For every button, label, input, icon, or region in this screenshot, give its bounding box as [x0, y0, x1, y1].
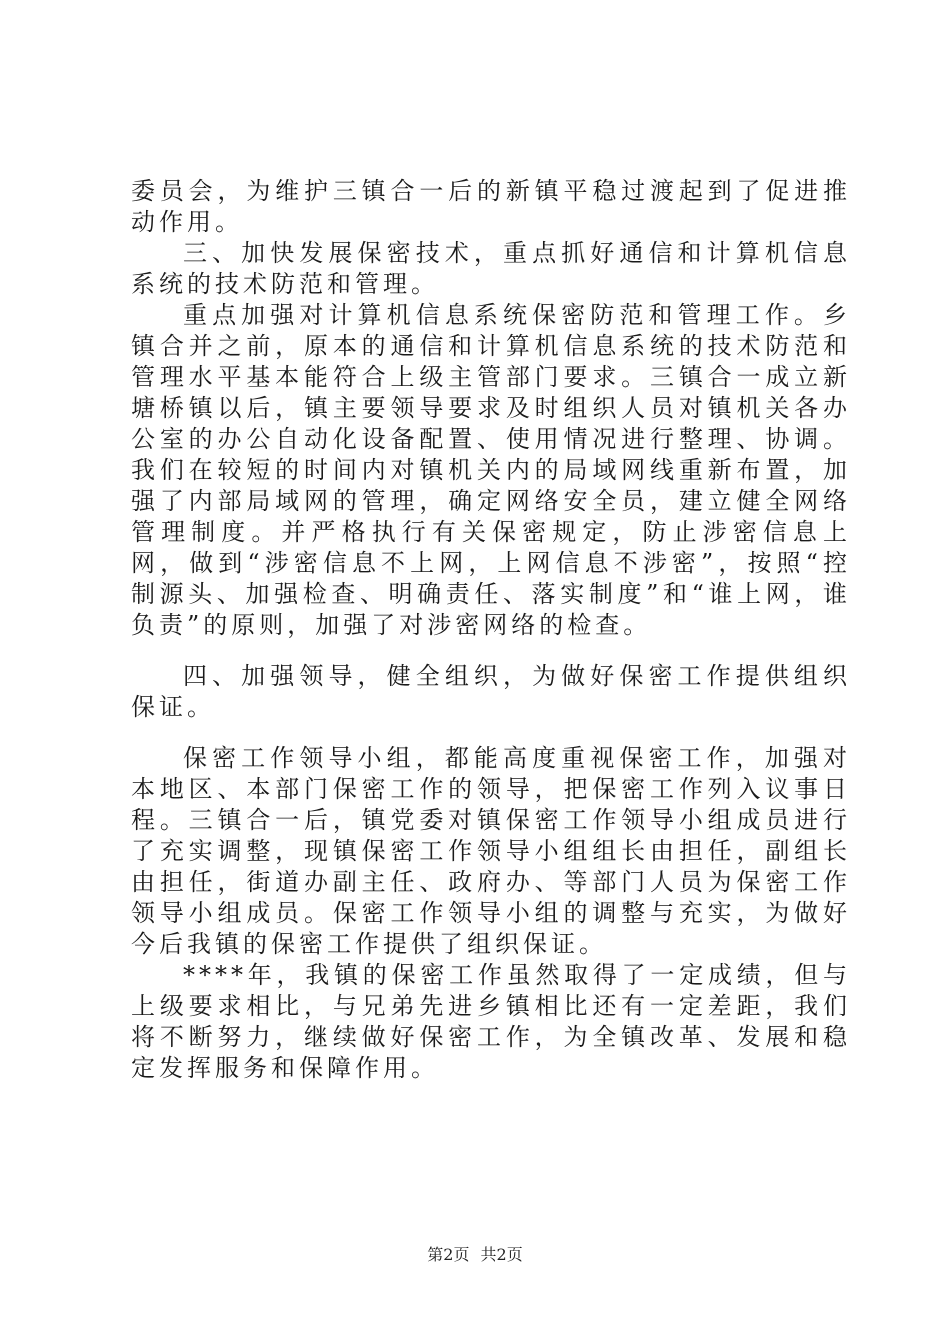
- page-number: 第2页: [427, 1245, 470, 1264]
- section-heading-3: 三、加快发展保密技术，重点抓好通信和计算机信息系统的技术防范和管理。: [131, 239, 851, 298]
- page-footer: [0, 1242, 950, 1265]
- paragraph-leadership-group: 保密工作领导小组，都能高度重视保密工作，加强对本地区、本部门保密工作的领导，把保密工作列入议事日程。三镇合一后，镇党委对镇保密工作领导小组成员进行了充实调整，现镇保密工作领导小组组长由担任，副组长由担任，街道办副主任、政府办、等部门人员为保密工作领导小组成员。保密工作领导小组的调整与充实，为做好今后我镇的保密工作提供了组织保证。: [131, 744, 851, 958]
- paragraph-network-security: 重点加强对计算机信息系统保密防范和管理工作。乡镇合并之前，原本的通信和计算机信息系统的技术防范和管理水平基本能符合上级主管部门要求。三镇合一成立新塘桥镇以后，镇主要领导要求及时组织人员对镇机关各办公室的办公自动化设备配置、使用情况进行整理、协调。我们在较短的时间内对镇机关内的局域网线重新布置，加强了内部局域网的管理，确定网络安全员，建立健全网络管理制度。并严格执行有关保密规定，防止涉密信息上网，做到“涉密信息不上网，上网信息不涉密”，按照“控制源头、加强检查、明确责任、落实制度”和“谁上网，谁负责”的原则，加强了对涉密网络的检查。: [131, 301, 851, 639]
- document-body: [131, 176, 851, 1084]
- section-heading-4: 四、加强领导，健全组织，为做好保密工作提供组织保证。: [131, 662, 851, 721]
- paragraph-continuation: 委员会，为维护三镇合一后的新镇平稳过渡起到了促进推动作用。: [131, 177, 851, 236]
- page-total: 共2页: [480, 1245, 523, 1264]
- paragraph-conclusion: ****年，我镇的保密工作虽然取得了一定成绩，但与上级要求相比，与兄弟先进乡镇相比还有一定差距，我们将不断努力，继续做好保密工作，为全镇改革、发展和稳定发挥服务和保障作用。: [131, 961, 851, 1082]
